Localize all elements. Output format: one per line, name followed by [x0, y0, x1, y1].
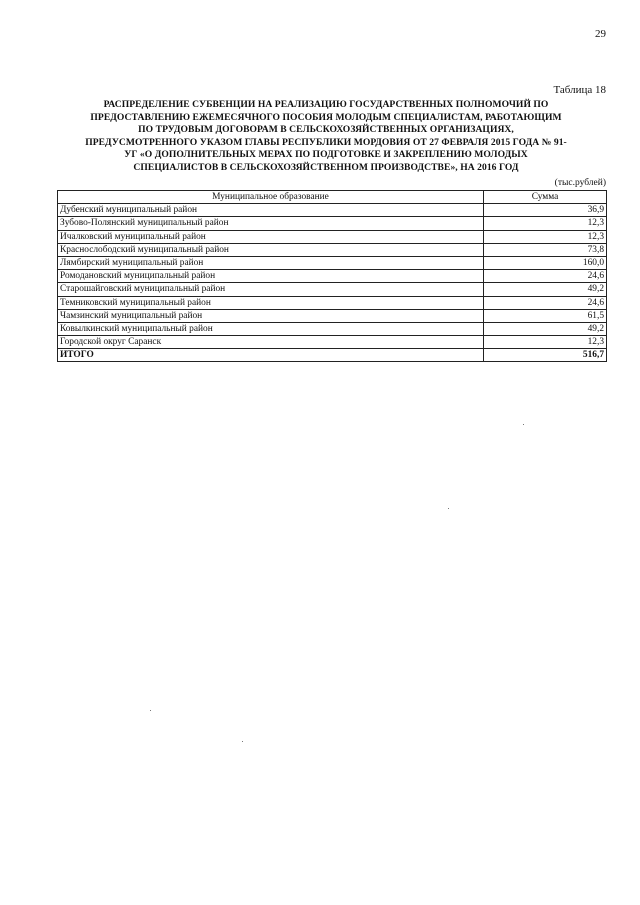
total-label-cell: ИТОГО: [58, 349, 484, 362]
municipality-cell: Лямбирский муниципальный район: [58, 256, 484, 269]
municipality-cell: Ковылкинский муниципальный район: [58, 322, 484, 335]
table-row: [58, 270, 607, 283]
table-label: Таблица 18: [553, 84, 606, 96]
municipality-cell: Старошайговский муниципальный район: [58, 283, 484, 296]
sum-cell: 24,6: [484, 296, 607, 309]
scan-speck: [242, 741, 243, 742]
sum-cell: 12,3: [484, 217, 607, 230]
table-row: [58, 230, 607, 243]
table-row: [58, 243, 607, 256]
total-sum-cell: 516,7: [484, 349, 607, 362]
sum-cell: 61,5: [484, 309, 607, 322]
municipality-cell: Краснослободский муниципальный район: [58, 243, 484, 256]
sum-cell: 12,3: [484, 230, 607, 243]
page-number: 29: [595, 28, 606, 40]
municipality-cell: Темниковский муниципальный район: [58, 296, 484, 309]
title-line: УГ «О ДОПОЛНИТЕЛЬНЫХ МЕРАХ ПО ПОДГОТОВКЕ И ЗАКРЕПЛЕНИЮ МОЛОДЫХ: [124, 149, 528, 161]
table-row: [58, 204, 607, 217]
municipality-cell: Чамзинский муниципальный район: [58, 309, 484, 322]
column-header-municipality: Муниципальное образование: [58, 191, 484, 204]
table-row: [58, 336, 607, 349]
sum-cell: 160,0: [484, 256, 607, 269]
table-row: [58, 322, 607, 335]
title-line: РАСПРЕДЕЛЕНИЕ СУБВЕНЦИИ НА РЕАЛИЗАЦИЮ ГОСУДАРСТВЕННЫХ ПОЛНОМОЧИЙ ПО: [103, 99, 549, 110]
title-line: СПЕЦИАЛИСТОВ В СЕЛЬСКОХОЗЯЙСТВЕННОМ ПРОИЗВОДСТВЕ», НА 2016 ГОД: [133, 161, 519, 173]
municipality-cell: Дубенский муниципальный район: [58, 204, 484, 217]
table-header-row: [58, 191, 607, 204]
sum-cell: 49,2: [484, 322, 607, 335]
subsidy-table: [57, 190, 607, 362]
table-row: [58, 309, 607, 322]
sum-cell: 73,8: [484, 243, 607, 256]
scan-speck: [448, 508, 449, 509]
municipality-cell: Городской округ Саранск: [58, 336, 484, 349]
title-line: ПО ТРУДОВЫМ ДОГОВОРАМ В СЕЛЬСКОХОЗЯЙСТВЕННЫХ ОРГАНИЗАЦИЯХ,: [138, 124, 514, 136]
scan-speck: [523, 424, 524, 425]
sum-cell: 49,2: [484, 283, 607, 296]
scan-speck: [150, 710, 151, 711]
document-title: [40, 99, 612, 175]
column-header-sum: Сумма: [484, 191, 607, 204]
municipality-cell: Зубово-Полянский муниципальный район: [58, 217, 484, 230]
title-line: ПРЕДОСТАВЛЕНИЮ ЕЖЕМЕСЯЧНОГО ПОСОБИЯ МОЛОДЫМ СПЕЦИАЛИСТАМ, РАБОТАЮЩИМ: [90, 111, 562, 123]
table-row: [58, 256, 607, 269]
municipality-cell: Ромодановский муниципальный район: [58, 270, 484, 283]
sum-cell: 36,9: [484, 204, 607, 217]
total-row: [58, 349, 607, 362]
table-row: [58, 217, 607, 230]
table-row: [58, 296, 607, 309]
units-label: (тыс.рублей): [554, 178, 606, 188]
sum-cell: 12,3: [484, 336, 607, 349]
table-row: [58, 283, 607, 296]
title-line: ПРЕДУСМОТРЕННОГО УКАЗОМ ГЛАВЫ РЕСПУБЛИКИ МОРДОВИЯ ОТ 27 ФЕВРАЛЯ 2015 ГОДА № 91-: [85, 136, 567, 148]
sum-cell: 24,6: [484, 270, 607, 283]
municipality-cell: Ичалковский муниципальный район: [58, 230, 484, 243]
